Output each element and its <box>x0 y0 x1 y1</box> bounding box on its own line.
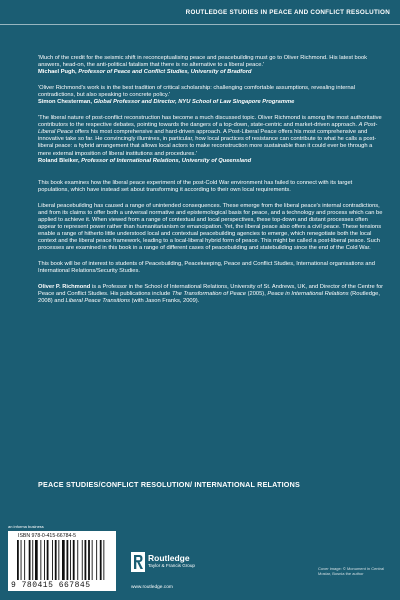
top-rule <box>0 24 400 25</box>
endorsement-attribution: Michael Pugh, Professor of Peace and Conflict Studies, University of Bradford <box>38 69 252 76</box>
book-title: The Transformation of Peace <box>171 291 246 298</box>
endorsement-role: Global Professor and Director, NYU School of Law Singapore Programme <box>93 99 295 106</box>
barcode-panel <box>8 531 116 591</box>
endorsement-role: Professor of International Relations, University of Queensland <box>81 157 252 164</box>
endorsement-quote: 'Oliver Richmond's work is in the best tradition of critical scholarship: challenging comfortable assumptions, revealing internal contradictions, but also speaking to concrete policy.' <box>38 85 355 99</box>
routledge-r-icon <box>131 552 145 572</box>
endorsement-2 <box>38 85 384 106</box>
endorsement-attribution: Simon Chesterman, Global Professor and Director, NYU School of Law Singapore Programme <box>38 99 295 106</box>
endorsement-attribution: Roland Bleiker, Professor of International Relations, University of Queensland <box>38 157 252 164</box>
book-title: Liberal Peace Transitions <box>65 298 130 305</box>
book-title: Peace in International Relations <box>267 291 349 298</box>
barcode-number: 9 780415 667845 <box>11 581 91 590</box>
endorsement-quote: 'The liberal nature of post-conflict reconstruction has become a much discussed topic. Oliver Richmond is among the most authoritative contributors to the respective debates, pointing towards the dangers of a top-down, state-centric and market-driven approach. A Post-Liberal Peace offers his most comprehensive and hard-driven approach. A Post-Liberal Peace offers his most comprehensive and innovative take so far. He convincingly illumines, in particular, how local practices of resistance can contribute to what he calls a post-liberal peace: a hybrid arrangement that allows local actors to make reconstruction more sustainable than it could ever be through a mere external imposition of liberal institutions and procedures.' <box>38 115 382 157</box>
informa-tagline: an informa business <box>8 524 44 529</box>
audience-paragraph: This book will be of interest to students of Peacebuilding, Peacekeeping, Peace and Conflict Studies, International organisations and International Relations/Security Studies. <box>38 261 375 275</box>
author-name: Oliver P. Richmond <box>38 284 91 291</box>
publisher-url: www.routledge.com <box>131 585 173 590</box>
publisher-group: Taylor & Francis Group <box>148 563 195 568</box>
isbn: ISBN 978-0-415-66784-5 <box>18 533 76 539</box>
publisher-logo <box>131 552 221 582</box>
author-bio: Oliver P. Richmond is a Professor in the School of International Relations, University of St. Andrews, UK, and Director of the Centre for Peace and Conflict Studies. His publications include The Transformation of Peace (2005), Peace in International Relations (Routledge, 2008) and Liberal Peace Transitions (with Jason Franks, 2009). <box>38 284 384 305</box>
endorsement-1 <box>38 55 384 76</box>
endorsement-3 <box>38 115 384 164</box>
body-paragraph: Liberal peacebuilding has caused a range of unintended consequences. These emerge from the liberal peace's internal contradictions, and from its claims to offer both a universal normative and epistemological basis for peace, and a technology and process which can be applied to achieve it. When viewed from a range of contextual and local perspectives, these top-down and distant processes often appear to represent power rather than humanitarianism or emancipation. Yet, the liberal peace also offers a civil peace. These tensions enable a range of hitherto little understood local and contextual peacebuilding agencies to emerge, which renegotiate both the local context and the liberal peace framework, leading to a local-liberal hybrid form of peace. This might be called a post-liberal peace. Such processes are examined in this book in a range of different cases of peacebuilding and statebuilding since the end of the Cold War. <box>38 202 383 251</box>
back-cover-text <box>38 55 384 305</box>
publisher-name: Routledge <box>148 553 190 563</box>
series-title: ROUTLEDGE STUDIES IN PEACE AND CONFLICT RESOLUTION <box>185 9 390 16</box>
subject-heading: PEACE STUDIES/CONFLICT RESOLUTION/ INTERNATIONAL RELATIONS <box>38 480 300 489</box>
quoted-book-title: A Post-Liberal Peace <box>38 122 378 136</box>
intro-paragraph: This book examines how the liberal peace experiment of the post-Cold War environment has failed to connect with its target populations, which have instead set about transforming it according to their own local requirements. <box>38 179 353 193</box>
barcode-icon <box>17 540 109 582</box>
endorsement-role: Professor of Peace and Conflict Studies, University of Bradford <box>78 69 252 76</box>
cover-credit: Cover image: © Monument in Central Mostar, Bosnia the author <box>318 566 385 577</box>
endorsement-quote: 'Much of the credit for the seismic shift in reconceptualising peace and peacebuilding must go to Oliver Richmond. His latest book answers, head-on, the anti-political fatalism that there is no alternative to a liberal peace.' <box>38 55 368 69</box>
